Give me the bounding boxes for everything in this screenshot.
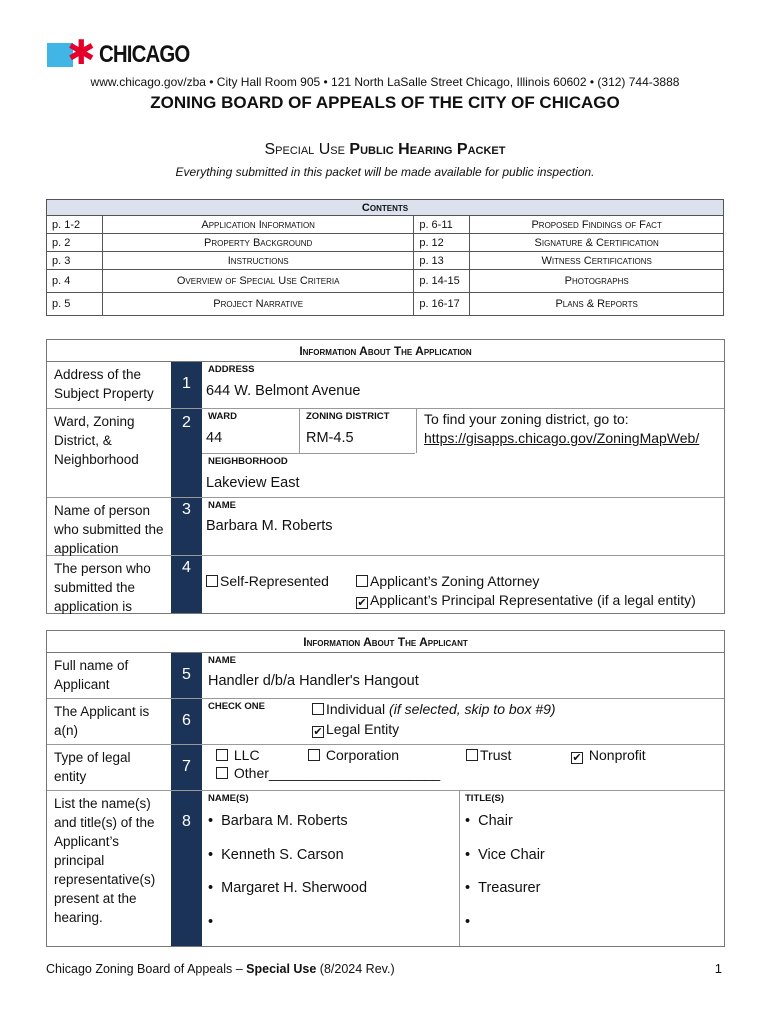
contents-page: p. 13 — [414, 252, 470, 270]
representative-name[interactable]: • — [208, 914, 222, 930]
box-label: Type of legal entity — [54, 750, 131, 784]
representative-title[interactable]: • Chair — [465, 813, 513, 829]
box-3-submitter — [47, 498, 724, 556]
box-number: 5 — [171, 653, 202, 698]
checkbox[interactable] — [216, 767, 228, 779]
box-label: Full name of Applicant — [54, 658, 129, 692]
box-number: 4 — [171, 556, 202, 613]
contents-page: p. 6-11 — [414, 216, 470, 234]
applicant-heading: Information About The Applicant — [47, 631, 724, 653]
contents-section: Application Information — [103, 216, 414, 234]
other-option[interactable]: Other______________________ — [216, 765, 440, 781]
inspection-note: Everything submitted in this packet will be made available for public inspection. — [175, 165, 595, 179]
nonprofit-option[interactable]: ✔ Nonprofit — [572, 747, 646, 764]
page-title: ZONING BOARD OF APPEALS OF THE CITY OF CHICAGO — [150, 93, 620, 112]
ward-field[interactable]: 44 — [206, 430, 223, 446]
contents-row — [47, 270, 724, 293]
page-number: 1 — [714, 961, 722, 976]
contents-section: Proposed Findings of Fact — [470, 216, 724, 234]
applicant-name-field[interactable]: Handler d/b/a Handler's Hangout — [208, 673, 419, 689]
attorney-option[interactable]: Applicant’s Zoning Attorney — [356, 573, 539, 589]
contents-section: Photographs — [470, 270, 724, 293]
box-number: 3 — [171, 498, 202, 555]
contents-section: Witness Certifications — [470, 252, 724, 270]
contents-table — [46, 199, 724, 316]
checkbox[interactable] — [312, 703, 324, 715]
box-5-applicant-name — [47, 653, 724, 699]
name-caption: NAME — [208, 655, 236, 666]
neighborhood-field[interactable]: Lakeview East — [206, 475, 300, 491]
address-field[interactable]: 644 W. Belmont Avenue — [206, 383, 361, 399]
contents-page: p. 14-15 — [414, 270, 470, 293]
contents-heading: Contents — [47, 200, 724, 216]
representative-title[interactable]: • Treasurer — [465, 880, 541, 896]
logo-text: CHICAGO — [99, 41, 190, 68]
trust-option[interactable]: Trust — [466, 747, 511, 763]
zoning-district-caption: ZONING DISTRICT — [306, 411, 390, 422]
contents-section: Signature & Certification — [470, 234, 724, 252]
box-2-ward-zoning — [47, 409, 724, 498]
name-caption: NAME — [208, 500, 236, 511]
submitter-name-field[interactable]: Barbara M. Roberts — [206, 518, 333, 534]
contents-section: Property Background — [103, 234, 414, 252]
ward-caption: WARD — [208, 411, 238, 422]
self-represented-option[interactable]: Self-Represented — [206, 573, 329, 589]
star-icon: ✱ — [67, 34, 96, 72]
checkbox[interactable] — [216, 749, 228, 761]
box-label: Address of the Subject Property — [54, 367, 154, 401]
address-line: www.chicago.gov/zba • City Hall Room 905 • 121 North LaSalle Street Chicago, Illinois 60602 • (312) 744-3888 — [90, 75, 680, 89]
application-heading: Information About The Application — [47, 340, 724, 362]
llc-option[interactable]: LLC — [216, 747, 260, 763]
contents-page: p. 2 — [47, 234, 103, 252]
checkbox[interactable] — [466, 749, 478, 761]
box-1-address — [47, 362, 724, 409]
contents-section: Overview of Special Use Criteria — [103, 270, 414, 293]
names-caption: NAME(S) — [208, 793, 249, 804]
contents-page: p. 12 — [414, 234, 470, 252]
box-6-applicant-type — [47, 699, 724, 745]
chicago-logo — [47, 34, 205, 72]
box-number: 1 — [171, 362, 202, 408]
checkbox-checked[interactable]: ✔ — [572, 752, 582, 764]
contents-page: p. 16-17 — [414, 293, 470, 316]
corporation-option[interactable]: Corporation — [308, 747, 399, 763]
neighborhood-caption: NEIGHBORHOOD — [208, 456, 288, 467]
contents-page: p. 5 — [47, 293, 103, 316]
box-number: 8 — [171, 791, 202, 946]
representative-title[interactable]: • Vice Chair — [465, 847, 545, 863]
check-one-caption: CHECK ONE — [208, 701, 266, 712]
principal-representative-option[interactable]: ✔ Applicant’s Principal Representative (if a legal entity) — [357, 592, 696, 609]
checkbox-checked[interactable]: ✔ — [313, 726, 323, 738]
box-label: Ward, Zoning District, & Neighborhood — [54, 414, 139, 467]
contents-page: p. 1-2 — [47, 216, 103, 234]
box-label: Name of person who submitted the application — [54, 503, 164, 556]
contents-row — [47, 252, 724, 270]
box-label: List the name(s) and title(s) of the Applicant’s principal representative(s) present at the hearing. — [54, 796, 156, 925]
contents-page: p. 3 — [47, 252, 103, 270]
box-label: The person who submitted the application is — [54, 561, 151, 614]
box-label: The Applicant is a(n) — [54, 704, 150, 738]
contents-page: p. 4 — [47, 270, 103, 293]
representative-name[interactable]: • Margaret H. Sherwood — [208, 880, 368, 896]
titles-caption: TITLE(S) — [465, 793, 505, 804]
checkbox[interactable] — [308, 749, 320, 761]
subtitle-special-use: Special Use — [264, 141, 350, 158]
applicant-section — [46, 630, 725, 947]
find-district-text: To find your zoning district, go to: — [424, 411, 629, 427]
footer-revision: Chicago Zoning Board of Appeals – Special Use (8/2024 Rev.) — [46, 962, 395, 976]
box-7-entity-type — [47, 745, 724, 791]
representative-name[interactable]: • Barbara M. Roberts — [208, 813, 348, 829]
zoning-map-link[interactable]: https://gisapps.chicago.gov/ZoningMapWeb/ — [424, 430, 700, 446]
legal-entity-option[interactable]: ✔ Legal Entity — [313, 721, 400, 738]
box-number: 2 — [171, 409, 202, 497]
contents-row — [47, 293, 724, 316]
individual-option[interactable]: Individual (if selected, skip to box #9) — [312, 701, 556, 717]
box-number: 7 — [171, 745, 202, 790]
address-caption: ADDRESS — [208, 364, 255, 375]
contents-row — [47, 234, 724, 252]
packet-subtitle — [0, 141, 770, 159]
contents-row — [47, 216, 724, 234]
checkbox[interactable] — [356, 575, 368, 587]
zoning-district-field[interactable]: RM-4.5 — [306, 430, 354, 446]
box-number: 6 — [171, 699, 202, 744]
contents-section: Instructions — [103, 252, 414, 270]
contents-section: Project Narrative — [103, 293, 414, 316]
box-4-submitter-role — [47, 556, 724, 613]
box-8-representatives — [47, 791, 724, 946]
application-section — [46, 339, 725, 614]
contents-section: Plans & Reports — [470, 293, 724, 316]
checkbox-checked[interactable]: ✔ — [357, 597, 367, 609]
representative-title[interactable]: • — [465, 914, 479, 930]
representative-name[interactable]: • Kenneth S. Carson — [208, 847, 344, 863]
checkbox[interactable] — [206, 575, 218, 587]
subtitle-packet: Public Hearing Packet — [349, 141, 506, 158]
